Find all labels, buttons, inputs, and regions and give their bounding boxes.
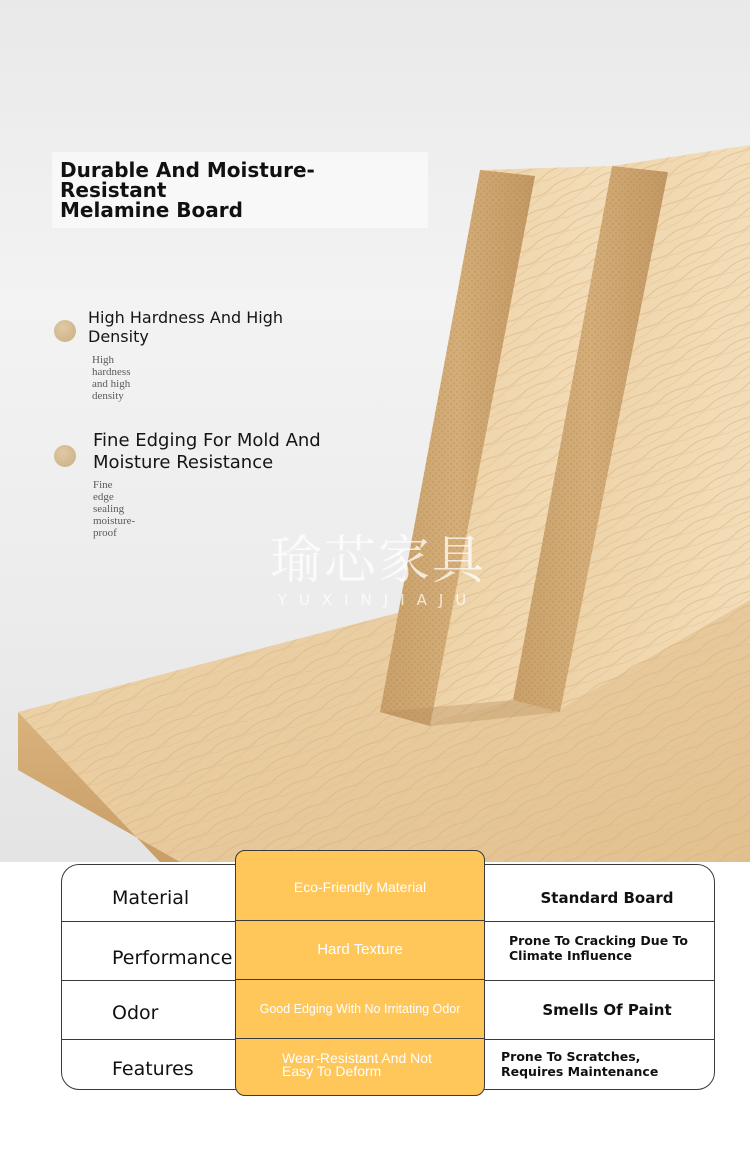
row-label-features: Features — [112, 1058, 194, 1080]
highlight-divider — [236, 1038, 484, 1039]
ours-material: Eco-Friendly Material — [293, 879, 427, 895]
feature-title: High Hardness And High Density — [88, 308, 283, 346]
ours-performance: Hard Texture — [317, 941, 403, 958]
highlight-divider — [236, 979, 484, 980]
row-label-performance: Performance — [112, 947, 233, 969]
standard-odor: Smells Of Paint — [542, 1001, 672, 1019]
standard-performance: Prone To Cracking Due To Climate Influence — [509, 933, 688, 963]
standard-features: Prone To Scratches, Requires Maintenance — [501, 1049, 659, 1079]
wood-dot-icon — [54, 445, 76, 467]
ours-features: Wear-Resistant And Not Easy To Deform — [282, 1050, 432, 1079]
watermark-chinese: 瑜芯家具 — [269, 531, 486, 591]
highlight-divider — [236, 920, 484, 921]
feature-title: Fine Edging For Mold And Moisture Resistance — [93, 430, 321, 473]
feature-subtitle: High hardness and high density — [92, 354, 131, 402]
watermark-latin: YUXINJIAJU — [277, 591, 479, 609]
wood-dot-icon — [54, 320, 76, 342]
brand-watermark — [238, 532, 518, 610]
headline — [52, 152, 428, 228]
standard-material: Standard Board — [540, 889, 674, 907]
row-label-material: Material — [112, 887, 190, 909]
ours-odor: Good Edging With No Irritating Odor — [259, 1002, 461, 1016]
row-label-odor: Odor — [112, 1002, 159, 1024]
feature-subtitle: Fine edge sealing moisture-proof — [93, 479, 136, 539]
headline-line-1: Durable And Moisture-Resistant — [60, 158, 315, 202]
headline-line-2: Melamine Board — [60, 198, 243, 222]
